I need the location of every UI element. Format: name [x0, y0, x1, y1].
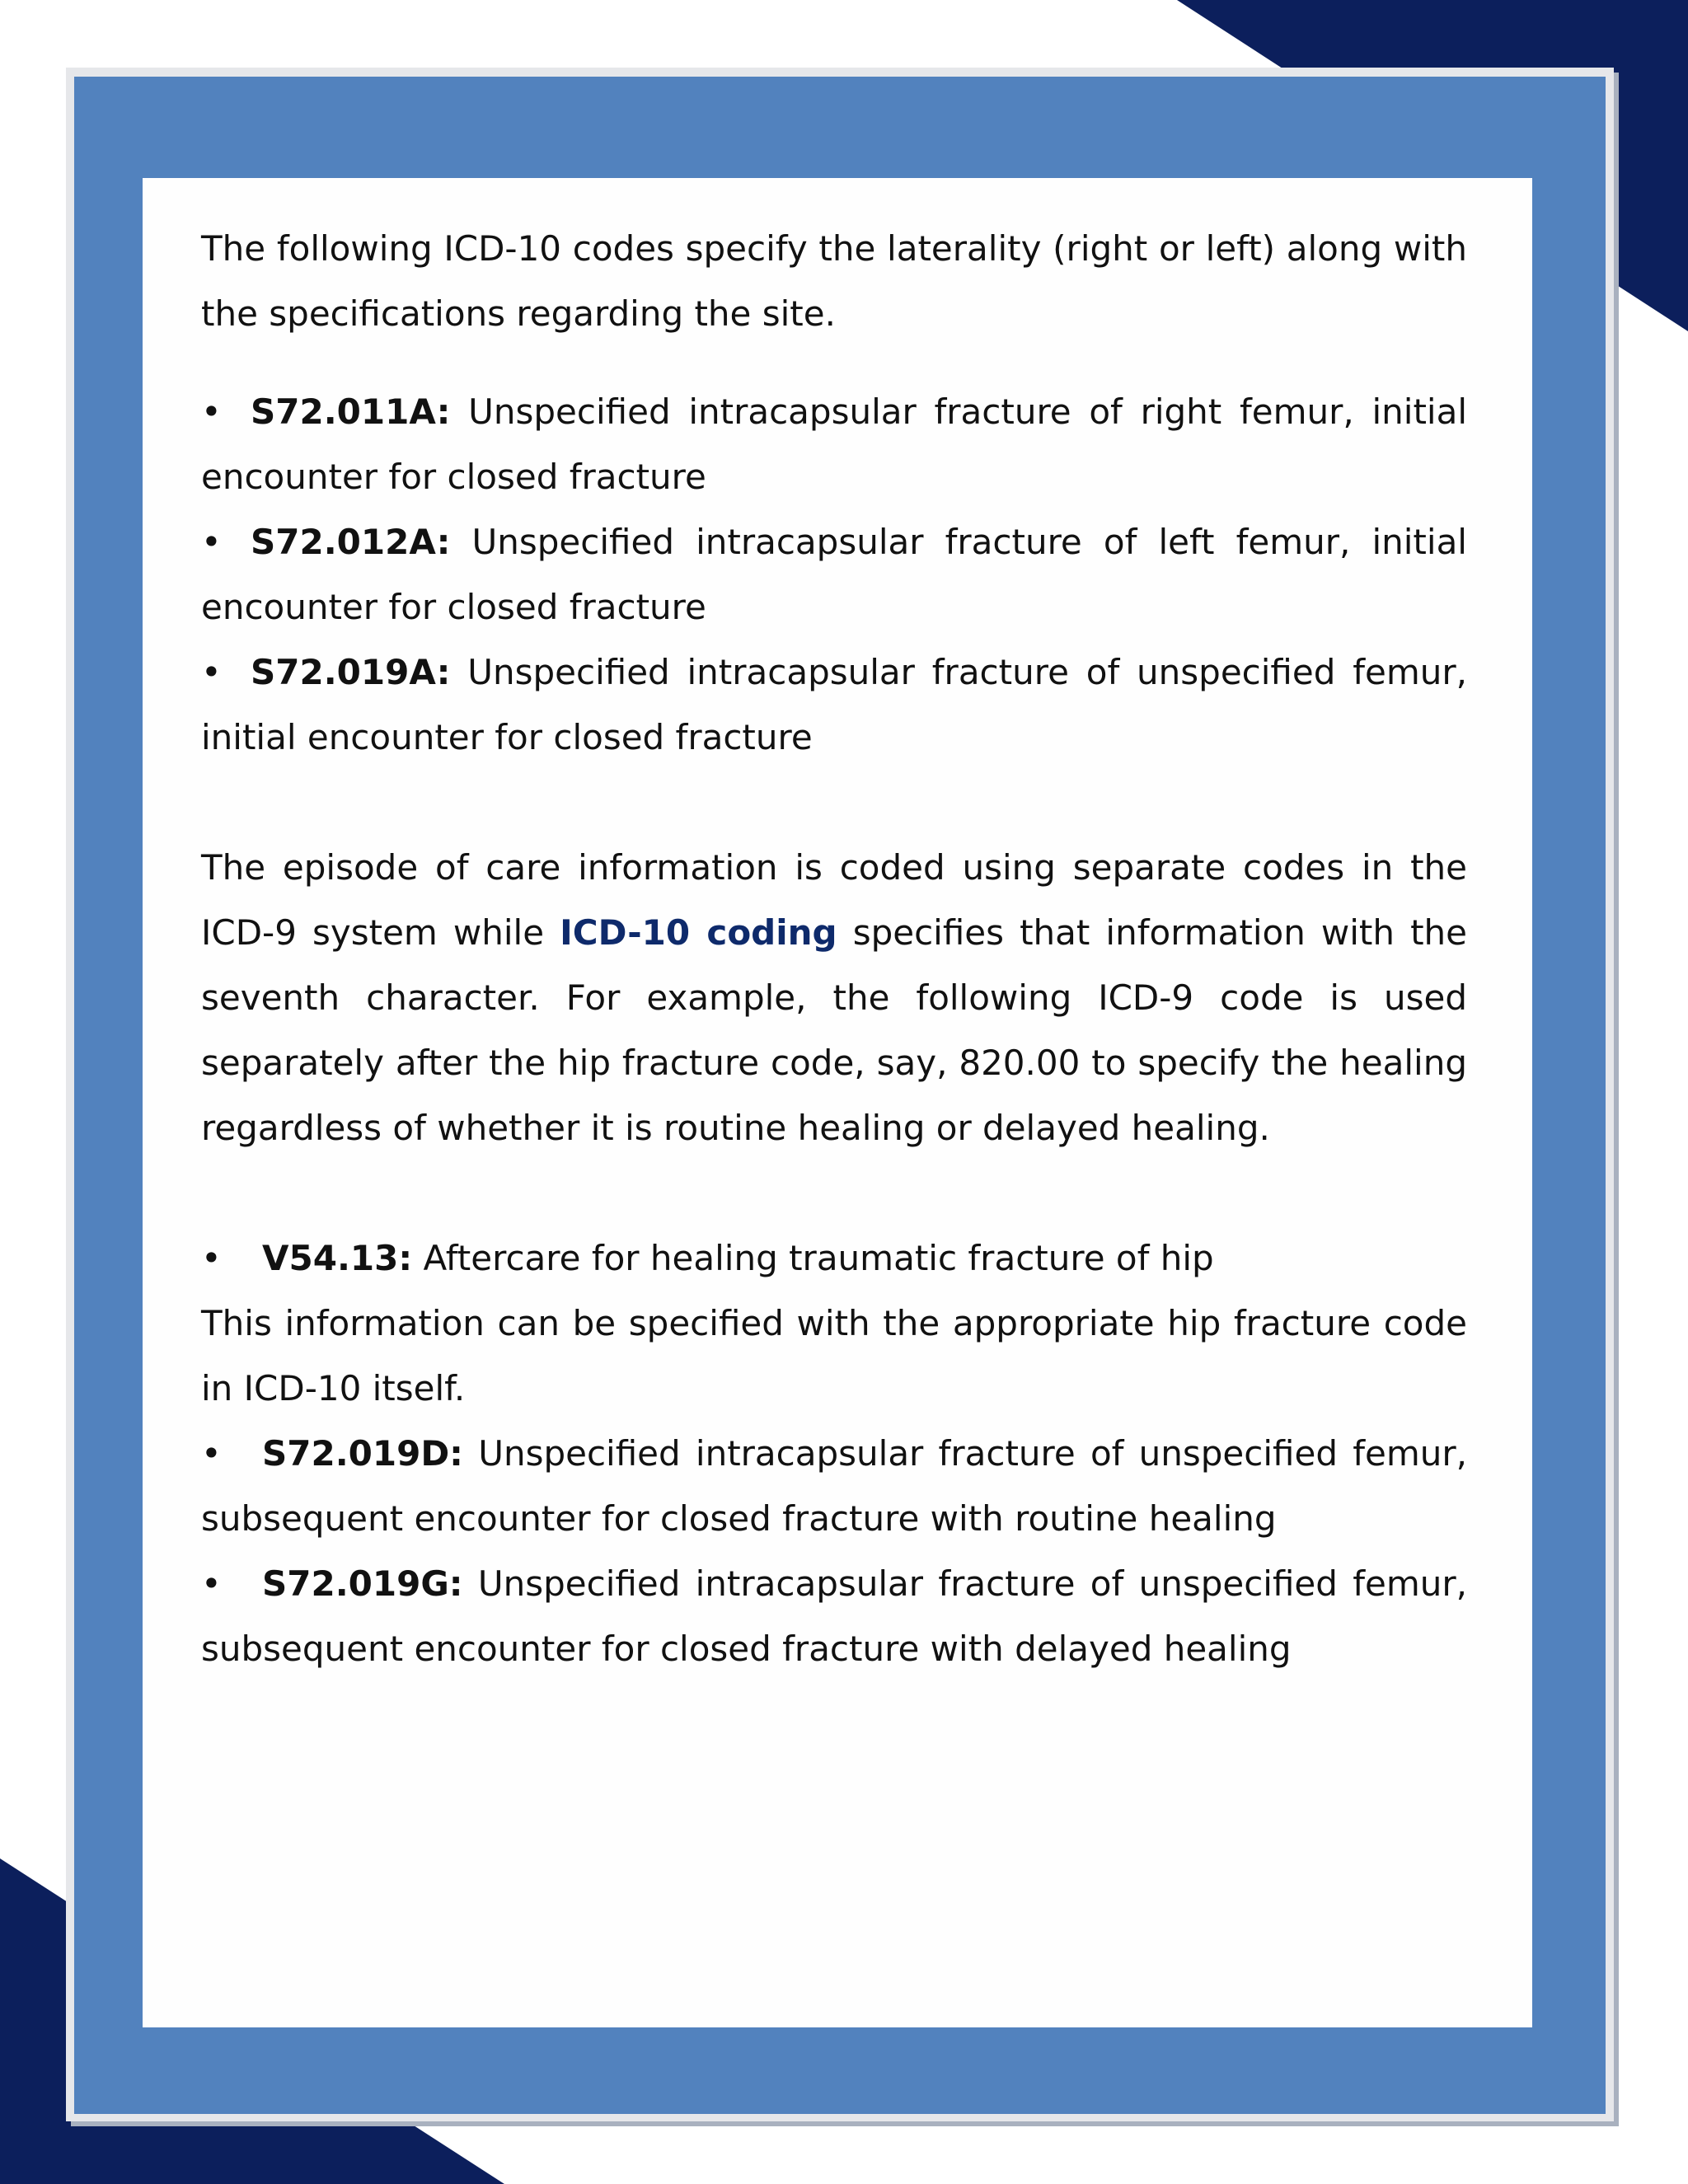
- icd10-note-paragraph: This information can be specified with the appropriate hip fracture code in ICD-10 itself.: [201, 1303, 1467, 1408]
- episode-paragraph: [201, 835, 1467, 1160]
- icd-description: Unspecified intracapsular fracture of right femur, initial encounter for closed fracture: [201, 391, 1467, 497]
- list-item: [201, 1551, 1467, 1681]
- icd10-coding-link[interactable]: ICD-10 coding: [560, 912, 837, 953]
- list-item: [201, 640, 1467, 770]
- bullet-icon: •: [201, 1433, 222, 1474]
- icd-description: Unspecified intracapsular fracture of unspecified femur, subsequent encounter for closed fracture with delayed healing: [201, 1563, 1467, 1669]
- episode-text-after: specifies that information with the seventh character. For example, the following ICD-9 code is used separately after the hip fracture code, say, 820.00 to specify the healing regardless of whether it is routine healing or delayed healing.: [201, 912, 1467, 1148]
- spacer: [201, 770, 1467, 835]
- bullet-icon: •: [201, 1563, 222, 1604]
- text-area: [201, 216, 1467, 1681]
- icd-code: S72.011A:: [251, 391, 451, 432]
- icd-description: Unspecified intracapsular fracture of unspecified femur, initial encounter for closed fracture: [201, 652, 1467, 757]
- icd-code: S72.019D:: [262, 1433, 463, 1474]
- icd-description: Unspecified intracapsular fracture of left femur, initial encounter for closed fracture: [201, 522, 1467, 627]
- icd-description: Unspecified intracapsular fracture of unspecified femur, subsequent encounter for closed fracture with routine healing: [201, 1433, 1467, 1539]
- episode-text-before: The episode of care information is coded using separate codes in the ICD-9 system while: [201, 847, 1467, 953]
- bullet-icon: •: [201, 1238, 222, 1278]
- list-item: [201, 1421, 1467, 1551]
- intro-paragraph: The following ICD-10 codes specify the laterality (right or left) along with the specifications regarding the site.: [201, 228, 1467, 334]
- icd-code: S72.019A:: [251, 652, 451, 692]
- spacer: [201, 1160, 1467, 1226]
- bullet-icon: •: [201, 652, 222, 692]
- spacer: [201, 346, 1467, 379]
- list-item: [201, 509, 1467, 640]
- bullet-icon: •: [201, 522, 222, 562]
- icd-code: V54.13:: [262, 1238, 413, 1278]
- icd-code: S72.019G:: [262, 1563, 463, 1604]
- list-item: [201, 379, 1467, 509]
- content-panel: [143, 178, 1532, 2027]
- bullet-icon: •: [201, 391, 222, 432]
- icd-description: Aftercare for healing traumatic fracture of hip: [423, 1238, 1214, 1278]
- icd-code: S72.012A:: [251, 522, 451, 562]
- list-item: [201, 1226, 1467, 1291]
